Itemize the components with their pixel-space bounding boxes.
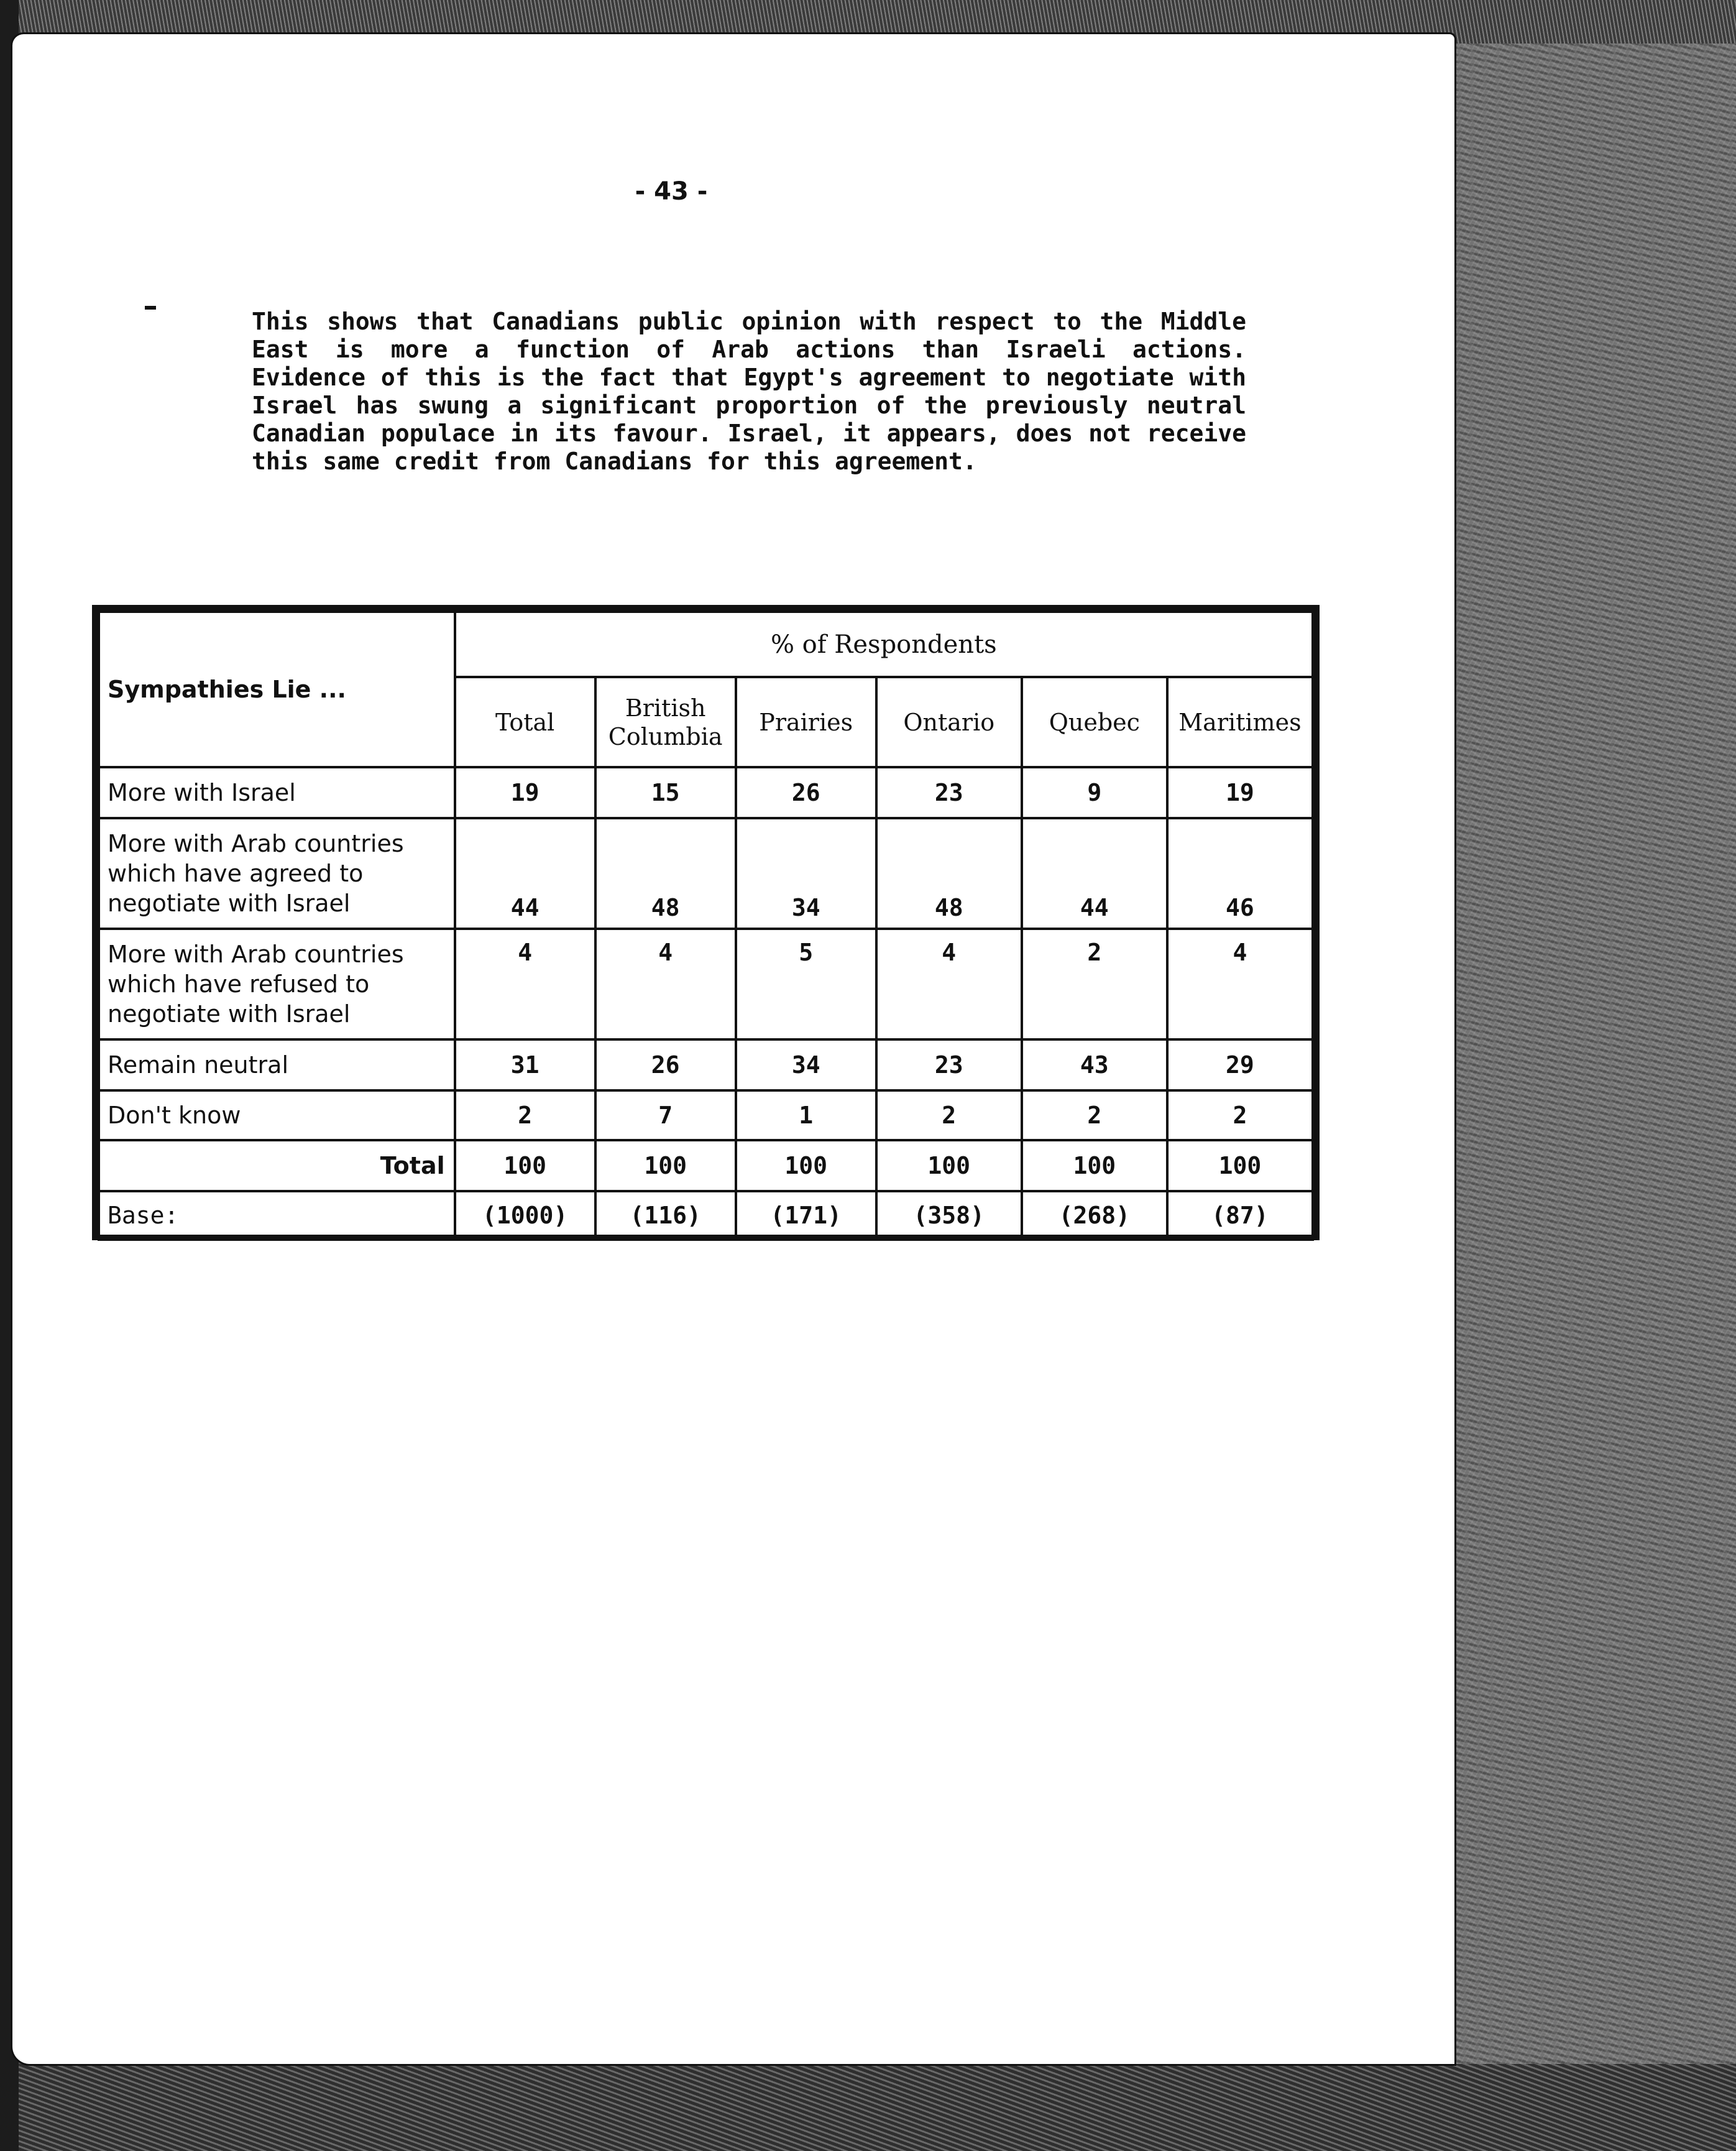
total-cell: 100 <box>1167 1140 1313 1191</box>
table-cell: 43 <box>1022 1039 1167 1090</box>
table-cell: 29 <box>1167 1039 1313 1090</box>
sympathies-table <box>92 605 1320 1240</box>
table-cell: 2 <box>455 1090 595 1140</box>
respondents-header: % of Respondents <box>455 612 1313 677</box>
row-label: Don't know <box>99 1090 455 1140</box>
total-cell: 100 <box>1022 1140 1167 1191</box>
row-label: More with Arab countries which have agreed to negotiate with Israel <box>99 818 455 929</box>
base-cell: (171) <box>736 1191 876 1240</box>
table-cell: 2 <box>1167 1090 1313 1140</box>
table-cell: 31 <box>455 1039 595 1090</box>
document-page <box>12 34 1454 2064</box>
column-header: Maritimes <box>1167 677 1313 767</box>
table-cell: 44 <box>455 818 595 929</box>
table-cell: 2 <box>1022 1090 1167 1140</box>
table-row <box>99 818 1313 929</box>
stub-header: Sympathies Lie ... <box>99 612 455 767</box>
column-header: British Columbia <box>595 677 736 767</box>
table-cell: 34 <box>736 818 876 929</box>
base-row <box>99 1191 1313 1240</box>
table-cell: 4 <box>876 929 1022 1039</box>
table-row <box>99 767 1313 818</box>
table-cell: 19 <box>1167 767 1313 818</box>
column-header: Quebec <box>1022 677 1167 767</box>
table-cell: 48 <box>876 818 1022 929</box>
base-cell: (358) <box>876 1191 1022 1240</box>
row-label: More with Israel <box>99 767 455 818</box>
base-label: Base: <box>99 1191 455 1240</box>
table-cell: 9 <box>1022 767 1167 818</box>
table-row <box>99 929 1313 1039</box>
base-cell: (87) <box>1167 1191 1313 1240</box>
table-cell: 46 <box>1167 818 1313 929</box>
column-header: Prairies <box>736 677 876 767</box>
total-cell: 100 <box>876 1140 1022 1191</box>
table-cell: 23 <box>876 767 1022 818</box>
base-cell: (1000) <box>455 1191 595 1240</box>
base-cell: (116) <box>595 1191 736 1240</box>
table-cell: 26 <box>595 1039 736 1090</box>
table-cell: 26 <box>736 767 876 818</box>
table-cell: 5 <box>736 929 876 1039</box>
total-row <box>99 1140 1313 1191</box>
margin-dash <box>145 306 156 310</box>
table-cell: 34 <box>736 1039 876 1090</box>
total-label: Total <box>99 1140 455 1191</box>
table-cell: 7 <box>595 1090 736 1140</box>
table-cell: 44 <box>1022 818 1167 929</box>
table-cell: 4 <box>455 929 595 1039</box>
scan-bottom-edge <box>0 2064 1736 2151</box>
row-label: Remain neutral <box>99 1039 455 1090</box>
table-cell: 48 <box>595 818 736 929</box>
table-cell: 1 <box>736 1090 876 1140</box>
row-label: More with Arab countries which have refused to negotiate with Israel <box>99 929 455 1039</box>
table-cell: 4 <box>1167 929 1313 1039</box>
table-row <box>99 1090 1313 1140</box>
table-cell: 19 <box>455 767 595 818</box>
table-cell: 2 <box>876 1090 1022 1140</box>
total-cell: 100 <box>736 1140 876 1191</box>
table-row <box>99 1039 1313 1090</box>
column-header: Ontario <box>876 677 1022 767</box>
table-cell: 15 <box>595 767 736 818</box>
column-header: Total <box>455 677 595 767</box>
total-cell: 100 <box>455 1140 595 1191</box>
table-cell: 4 <box>595 929 736 1039</box>
table-cell: 2 <box>1022 929 1167 1039</box>
base-cell: (268) <box>1022 1191 1167 1240</box>
intro-paragraph: This shows that Canadians public opinion with respect to the Middle East is more a function of Arab actions than Israeli actions. Evidence of this is the fact that Egypt's agreement to negotiate with Israel has swung a significant proportion of the previously neutral Canadian populace in its favour. Israel, it appears, does not receive this same credit from Canadians for this agreement. <box>252 308 1246 475</box>
total-cell: 100 <box>595 1140 736 1191</box>
data-table <box>98 610 1314 1241</box>
table-cell: 23 <box>876 1039 1022 1090</box>
page-number: - 43 - <box>635 177 708 206</box>
